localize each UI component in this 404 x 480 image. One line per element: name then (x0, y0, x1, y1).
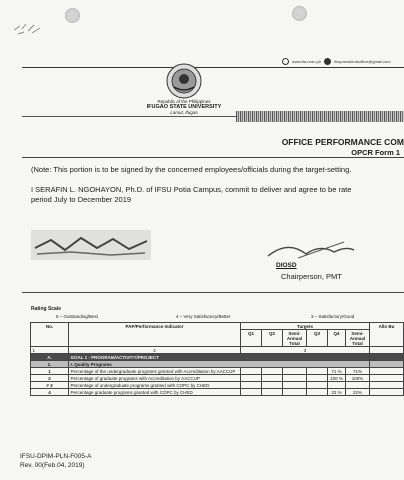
commitment-line-1: I SERAFIN L. NGOHAYON, Ph.D. of IFSU Potia Campus, commit to deliver and agree to be rate (31, 185, 352, 194)
performance-table (30, 322, 404, 396)
document-footer (20, 452, 92, 471)
header-allocated-budget: Allo Bu (370, 323, 404, 347)
corner-smudge (12, 20, 46, 38)
header-semi-annual-2: Semi-Annual Total (346, 330, 370, 347)
document-code: IFSU-DPIM-PLN-F005-A (20, 453, 92, 460)
header-q2: Q2 (262, 330, 283, 347)
row-total: 71% (346, 368, 370, 375)
section-code: 1. (31, 361, 69, 368)
table-row (31, 375, 404, 382)
row-number: 1 (31, 368, 69, 375)
row-indicator: Percentage graduate programs granted with COPC by CHED (69, 389, 241, 396)
university-name-block (136, 99, 232, 116)
republic-text: Republic of the Philippines (157, 99, 211, 104)
index-cell (370, 347, 404, 354)
row-total (346, 382, 370, 389)
row-number: 2 (31, 375, 69, 382)
signatory-name: DIOSD (276, 262, 297, 269)
commitment-line-2: period July to December 2019 (31, 194, 132, 204)
punch-hole-left (65, 8, 80, 23)
header-line (22, 67, 404, 68)
goal-budget (370, 354, 404, 361)
signature-scribble-right (258, 238, 358, 262)
university-location: Lamut, Ifugao (170, 110, 198, 116)
email-icon (324, 58, 331, 65)
title-rule (22, 157, 404, 158)
signature-rule (22, 292, 404, 293)
index-row (31, 347, 404, 354)
row-number: # 3 (31, 382, 69, 389)
goal-label: GOAL 1 - PROGRAM/ACTIVITY/PROJECT (69, 354, 370, 361)
goal-code: A. (31, 354, 69, 361)
header-no: No. (31, 323, 69, 347)
university-seal-logo (166, 63, 202, 99)
row-indicator: Percentage of the undergraduate programs granted with Accreditation by AACCUP (69, 368, 241, 375)
document-revision: Rev. 00(Feb.04, 2019) (20, 462, 85, 470)
signature-area-left (31, 230, 151, 260)
rating-item-5: 5 – Outstanding/Best (56, 314, 99, 319)
header-decorative-band (236, 111, 404, 122)
row-number: 4 (31, 389, 69, 396)
index-cell: 1 (31, 347, 69, 354)
university-name: IFUGAO STATE UNIVERSITY (146, 104, 222, 111)
goal-row (31, 354, 404, 361)
table-row (31, 368, 404, 375)
rating-item-4: 4 – Very Satisfactory/Better (176, 314, 231, 319)
table-row (31, 389, 404, 396)
contact-email: ifsupresidentsoffice@gmail.com (334, 59, 391, 64)
header-targets: Targets (241, 323, 370, 330)
section-label: I. Quality Programs (69, 361, 370, 368)
contact-info (282, 58, 391, 65)
rating-item-3: 3 – Satisfactory/Good (311, 314, 355, 319)
header-indicator: PAP/Performance Indicator (69, 323, 241, 347)
rating-scale-title: Rating Scale (31, 306, 62, 312)
row-total: 22% (346, 389, 370, 396)
commitment-statement (31, 185, 351, 205)
row-q4: 100 % (328, 375, 346, 382)
row-indicator: Percentage of graduate programs with Accreditation by AACCUP (69, 375, 241, 382)
row-total: 100% (346, 375, 370, 382)
contact-website: www.ifsu.edu.ph (292, 59, 322, 64)
header-semi-annual-1: Semi-Annual Total (283, 330, 307, 347)
signatory-role: Chairperson, PMT (281, 272, 342, 281)
form-title: OFFICE PERFORMANCE COM (281, 137, 404, 147)
form-subtitle: OPCR Form 1 (351, 148, 400, 157)
section-row (31, 361, 404, 368)
globe-icon (282, 58, 289, 65)
table-row (31, 382, 404, 389)
index-cell: 3 (241, 347, 370, 354)
header-q3: Q3 (307, 330, 328, 347)
header-q1: Q1 (241, 330, 262, 347)
row-q4 (328, 382, 346, 389)
punch-hole-right (292, 6, 307, 21)
row-q4: 71 % (328, 368, 346, 375)
header-rule (22, 116, 236, 117)
header-q4: Q4 (328, 330, 346, 347)
row-indicator: Percentage of undergraduate programs granted with COPC by CHED (69, 382, 241, 389)
index-cell: 2 (69, 347, 241, 354)
row-q4: 22 % (328, 389, 346, 396)
section-budget (370, 361, 404, 368)
instruction-note: (Note: This portion is to be signed by the concerned employees/officials during the target-setting. (31, 165, 352, 174)
